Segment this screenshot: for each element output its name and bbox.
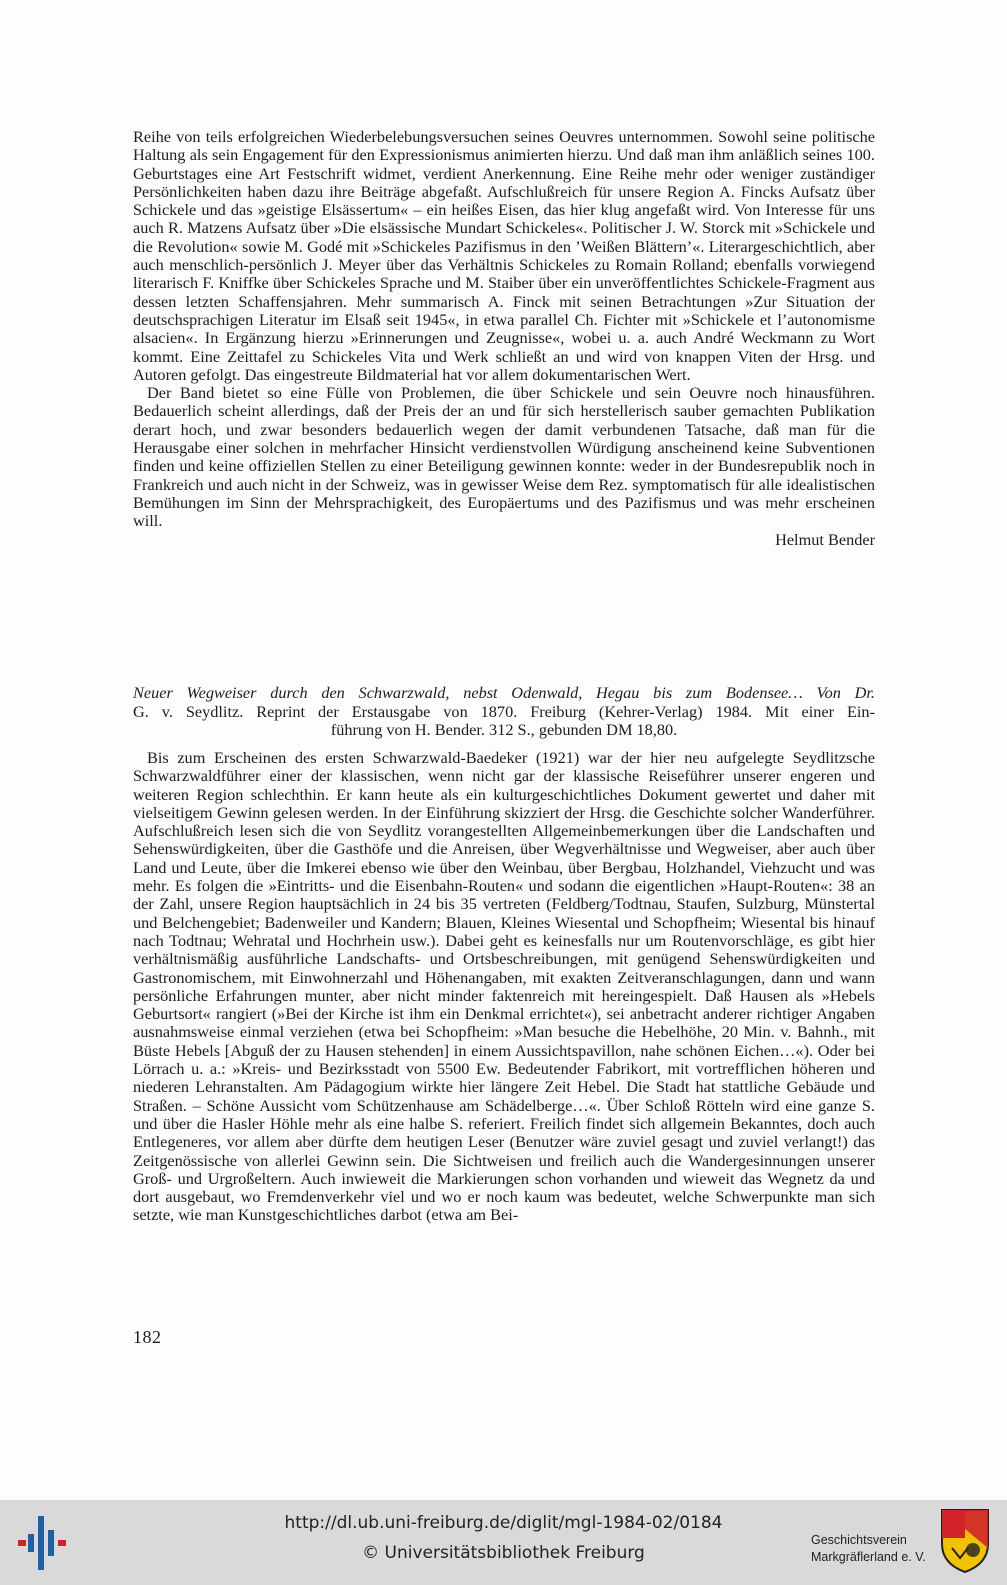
- review-2-title: Neuer Wegweiser durch den Schwarzwald, nebst Odenwald, Hegau bis zum Bodensee… Von Dr.: [133, 683, 875, 702]
- review-1: [133, 128, 875, 549]
- source-url-link[interactable]: http://dl.ub.uni-freiburg.de/diglit/mgl-1984-02/0184: [284, 1513, 723, 1533]
- page-number: 182: [133, 1327, 162, 1347]
- review-2-body: Bis zum Erscheinen des ersten Schwarzwald-Baedeker (1921) war der hier neu aufgelegte Seydlitzsche Schwarzwaldführer einer der klassischen, wenn nicht gar der klassische Reiseführer unserer engeren und weiteren Region schlechthin. Er kann heute als ein kulturgeschichtliches Dokument gewertet und daher mit vielseitigem Gewinn gelesen werden. In der Einführung skizziert der Hrsg. die Geschichte solcher Wanderführer. Aufschlußreich lesen sich die von Seydlitz vorangestellten Allgemeinbemerkungen über die Landschaften und Sehenswürdigkeiten, über die Gasthöfe und die Anreisen, über Wegverhältnisse und Wegweiser, aber auch über Land und Leute, über die Imkerei ebenso wie über den Weinbau, über Bergbau, Holzhandel, Viehzucht und was mehr. Es folgen die »Eintritts- und die Eisenbahn-Routen« und sodann die eigentlichen »Haupt-Routen«: 38 an der Zahl, unsere Region hauptsächlich in 24 bis 35 vertreten (Feldberg/Todtnau, Staufen, Sulzburg, Münstertal und Belchengebiet; Badenweiler und Kandern; Blauen, Kleines Wiesental und Schopfheim; Wiesental bis hinauf nach Todtnau; Wehratal und Hochrhein usw.). Dabei geht es keinesfalls nur um Routenvorschläge, es gibt hier verhältnismäßig ausführliche Landschafts- und Ortsbeschreibungen, mit genügend Sehenswürdigkeiten und Gastronomischem, mit Einwohnerzahl und Höhenangaben, mit exakten Zeitveranschlagungen, dann und wann persönliche Erfahrungen munter, aber nicht minder faktenreich mit hereingespielt. Daß Hausen als »Hebels Geburtsort« rangiert (»Bei der Kirche ist ihm ein Denkmal errichtet«), sei anbetracht anderer richtiger Angaben ausnahmsweise einmal verziehen (etwa bei Schopfheim: »Man besuche die Hebelhöhe, 20 Min. v. Bahnh., mit Büste Hebels [Abguß der zu Hausen stehenden] in einem Aussichtspavillon, nahe schönen Eichen…«). Oder bei Lörrach u. a.: »Kreis- und Bezirksstadt von 5500 Ew. Bedeutender Fabrikort, mit vortrefflichen höheren und niederen Lehranstalten. Am Pädagogium wirkte hier längere Zeit Hebel. Die Stadt hat stattliche Gebäude und Straßen. – Schöne Aussicht vom Schützenhause am Schädelberge…«. Über Schloß Rötteln wird eine ganze S. und über die Hasler Höhle mehr als eine halbe S. referiert. Freilich findet sich allgemein Bekanntes, doch auch Entlegeneres, vor allem aber dürfte dem heutigen Leser (Benutzer wäre zuviel gesagt und zuviel verlangt!) das Zeitgenössische von allerlei Gewinn sein. Die Sichtweisen und freilich auch die Wandergesinnungen unserer Groß- und Urgroßeltern. Auch inwieweit die Markierungen schon vorhanden und wieweit das Wegnetz da und dort ausgebaut, wo Fremdenverkehr viel und wo er noch kaum was bedeutet, welche Schwerpunkte man sich setzte, wie man Kunstgeschichtliches darbot (etwa am Bei-: [133, 748, 875, 1225]
- society-name-line-2: Markgräflerland e. V.: [811, 1550, 926, 1564]
- footer-bar: [0, 1500, 1007, 1585]
- society-name: [811, 1532, 941, 1566]
- review-2-bibliography-line-1: G. v. Seydlitz. Reprint der Erstausgabe von 1870. Freiburg (Kehrer-Verlag) 1984. Mit einer Ein-: [133, 701, 875, 721]
- review-2-heading: [133, 684, 875, 740]
- review-2-bibliography-line-2: führung von H. Bender. 312 S., gebunden DM 18,80.: [330, 720, 678, 739]
- review-2: [133, 749, 875, 1225]
- review-1-signature: Helmut Bender: [775, 529, 875, 549]
- society-name-line-1: Geschichtsverein: [811, 1533, 907, 1547]
- copyright-notice: © Universitätsbibliothek Freiburg: [362, 1543, 645, 1563]
- review-1-paragraph-1: Reihe von teils erfolgreichen Wiederbelebungsversuchen seines Oeuvres unternommen. Sowohl seine politische Haltung als sein Engagement für den Expressionismus animierten hierzu. Und daß man ihm anläßlich seines 100. Geburtstages eine Art Festschrift widmet, verdient Anerkennung. Eine Reihe mehr oder weniger zuständiger Persönlichkeiten haben dazu ihre Beiträge abgefaßt. Aufschlußreich für unsere Region A. Fincks Aufsatz über Schickele und das »geistige Elsässertum« – ein heißes Eisen, das hier klug angefaßt wird. Von Interesse für uns auch R. Matzens Aufsatz über »Die elsässische Mundart Schickeles«. Politischer J. W. Storck mit »Schickele und die Revolution« sowie M. Godé mit »Schickeles Pazifismus in den ’Weißen Blättern’«. Literargeschichtlich, aber auch menschlich-persönlich J. Meyer über das Verhältnis Schickeles zu Romain Rolland; ebenfalls vorwiegend literarisch F. Kniffke über Schickeles Sprache und M. Staiber über ein unveröffentlichtes Schickele-Fragment aus dessen letzten Schaffensjahren. Mehr summarisch A. Finck mit seinen Betrachtungen »Zur Situation der deutschsprachigen Literatur im Elsaß seit 1945«, in etwa parallel Ch. Fichter mit »Schickele et l’autonomisme alsacien«. In Ergänzung hierzu »Erinnerungen und Zeugnisse«, wobei u. a. auch André Weckmann zu Wort kommt. Eine Zeittafel zu Schickeles Vita und Werk schließt an und wird von knappen Viten der Hrsg. und Autoren gefolgt. Das eingestreute Bildmaterial hat vor allem dokumentarischen Wert.: [133, 127, 875, 384]
- society-shield-icon: [940, 1508, 990, 1574]
- review-1-paragraph-2: Der Band bietet so eine Fülle von Problemen, die über Schickele und sein Oeuvre noch hinausführen. Bedauerlich scheint allerdings, daß der Preis der an und für sich herstellerisch sauber gemachten Publikation derart hoch, und zwar besonders bedauerlich wegen der damit verbundenen Tatsache, daß man für die Herausgabe einer solchen in mehrfacher Hinsicht verdienstvollen Würdigung anscheinend keine Subventionen finden und keine offiziellen Stellen zu einer Beteiligung gewinnen konnte: weder in der Bundesrepublik noch in Frankreich und auch nicht in der Schweiz, was in gewisser Weise dem Rez. symptomatisch für alle idealistischen Bemühungen im Sinn der Mehrsprachigkeit, des Europäertums und des Pazifismus und was mehr erscheinen will.: [133, 383, 875, 531]
